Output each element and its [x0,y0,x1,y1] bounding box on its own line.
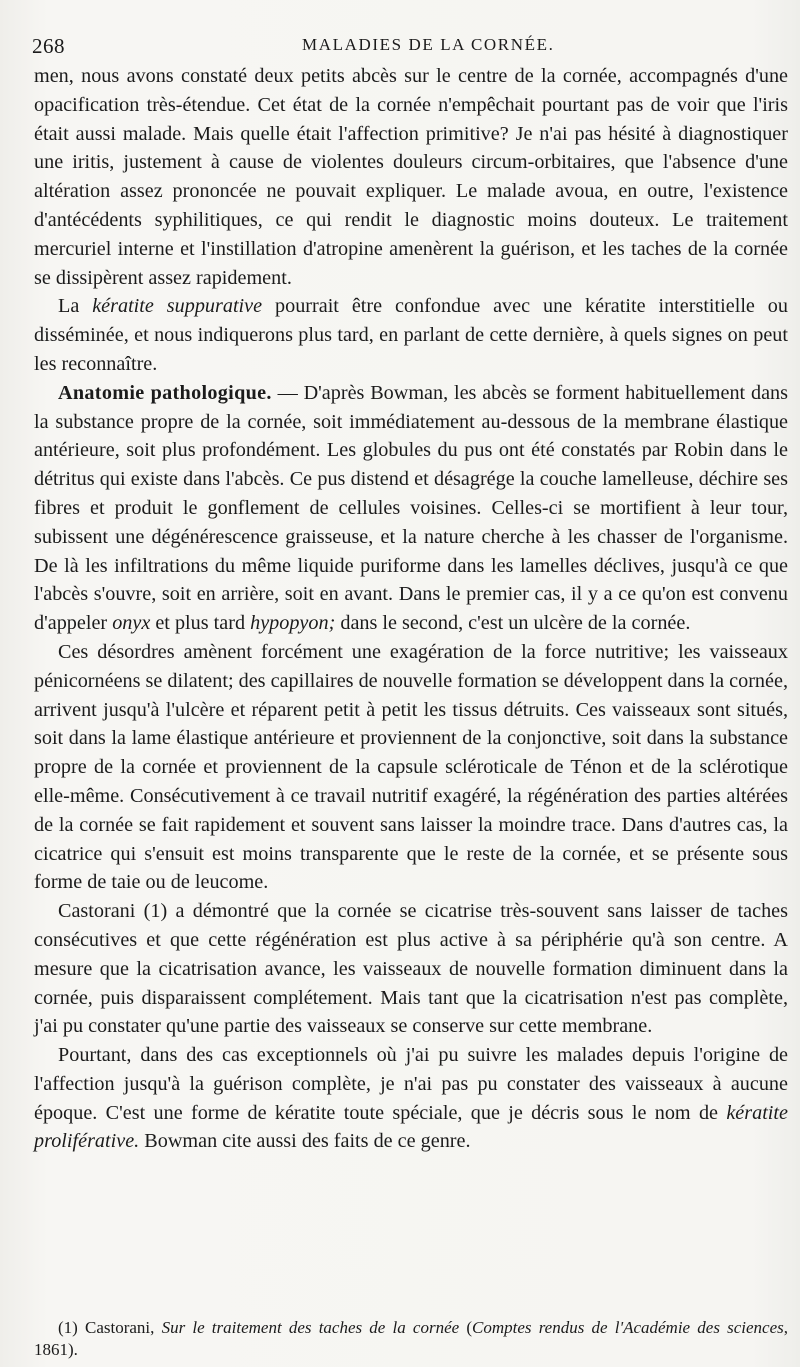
paragraph-text: men, nous avons constaté deux petits abcès sur le centre de la cornée, accompagnés d'une opacification très-étendue. Cet état de la cornée n'empêchait pourtant pas de voir que l'iris était aussi malade. Mais quelle était l'affection primitive? Je n'ai pas hésité à diagnostiquer une iritis, justement à cause de violentes douleurs circum-orbitaires, que l'absence d'une altération assez prononcée ne pouvait expliquer. Le malade avoua, en outre, l'existence d'antécédents syphilitiques, ce qui rendit le diagnostic moins douteux. Le traitement mercuriel interne et l'instillation d'atropine amenèrent la guérison, et les taches de la cornée se dissipèrent assez rapidement. [34,65,788,289]
text-run: La [58,295,93,318]
page-header [32,34,776,60]
footnote-italic: Comptes rendus de l'Académie des sciences [472,1318,784,1337]
page-number: 268 [32,34,65,58]
paragraph-differential [34,292,788,378]
footnote-text: (1) Castorani, [58,1318,162,1337]
text-run: et plus tard [150,612,251,635]
footnote-text: , 1861). [34,1318,788,1359]
italic-term: hypopyon; [250,612,336,635]
text-run: Bowman cite aussi des faits de ce genre. [139,1130,471,1153]
italic-term: kératite proliférative. [34,1101,788,1153]
footnote-text: ( [459,1318,473,1337]
italic-term: kératite suppurative [92,295,263,318]
running-title: MALADIES DE LA CORNÉE. [302,35,555,54]
text-run: Pourtant, dans des cas exceptionnels où j'ai pu suivre les malades depuis l'origine de l'affection jusqu'à la guérison complète, je n'ai pas pu constater des vaisseaux à aucune époque. C'est une forme de kératite toute spéciale, que je décris sous le nom de [34,1044,788,1124]
paragraph-proliferative [34,1041,788,1156]
paragraph-text: Ces désordres amènent forcément une exagération de la force nutritive; les vaisseaux pénicornéens se dilatent; des capillaires de nouvelle formation se développent dans la cornée, arrivent jusqu'à l'ulcère et réparent petit à petit les tissus détruits. Ces vaisseaux sont situés, soit dans la lame élastique antérieure et proviennent de la conjonctive, soit dans la substance propre de la cornée et proviennent de la capsule scléroticale de Ténon et de la sclérotique elle-même. Consécutivement à ce travail nutritif exagéré, la régénération des parties altérées de la cornée se fait rapidement et souvent sans laisser la moindre trace. Dans d'autres cas, la cicatrice qui s'ensuit est moins transparente que le reste de la cornée, et se présente sous forme de taie ou de leucome. [34,640,788,894]
paragraph-nutrition [34,638,788,897]
paragraph-castorani [34,897,788,1041]
paragraph-text: Castorani (1) a démontré que la cornée se cicatrise très-souvent sans laisser de taches consécutives et que cette régénération est plus active à sa périphérie qu'à son centre. A mesure que la cicatrisation avance, les vaisseaux de nouvelle formation diminuent dans la cornée, puis disparaissent complétement. Mais tant que la cicatrisation n'est pas complète, j'ai pu constater qu'une partie des vaisseaux se conserve sur cette membrane. [34,900,788,1038]
body-text [34,62,788,1156]
paragraph-anatomy [34,379,788,638]
paragraph-continuation [34,62,788,292]
italic-term: onyx [112,612,151,635]
section-heading: Anatomie pathologique. [58,381,272,404]
text-run: — D'après Bowman, les abcès se forment habituellement dans la substance propre de la cornée, soit immédiatement au-dessous de la membrane élastique antérieure, soit plus profondément. Les globules du pus ont été constatés par Robin dans le détritus qui existe dans l'abcès. Ce pus distend et désagrége la couche lamelleuse, déchire ses fibres et produit le gonflement de cellules voisines. Celles-ci se mortifient à leur tour, subissent une dégénérescence graisseuse, et la nature cherche à les chasser de l'organisme. De là les infiltrations du même liquide puriforme dans les lamelles déclives, jusqu'à ce que l'abcès s'ouvre, soit en arrière, soit en avant. Dans le premier cas, il y a ce qu'on est convenu d'appeler [34,381,788,635]
text-run: pourrait être confondue avec une kératite interstitielle ou disséminée, et nous indiquerons plus tard, en parlant de cette dernière, à quels signes on peut les reconnaître. [34,295,788,375]
footnote-italic: Sur le traitement des taches de la cornée [161,1318,460,1337]
text-run: dans le second, c'est un ulcère de la cornée. [335,612,691,635]
footnote [34,1317,788,1361]
